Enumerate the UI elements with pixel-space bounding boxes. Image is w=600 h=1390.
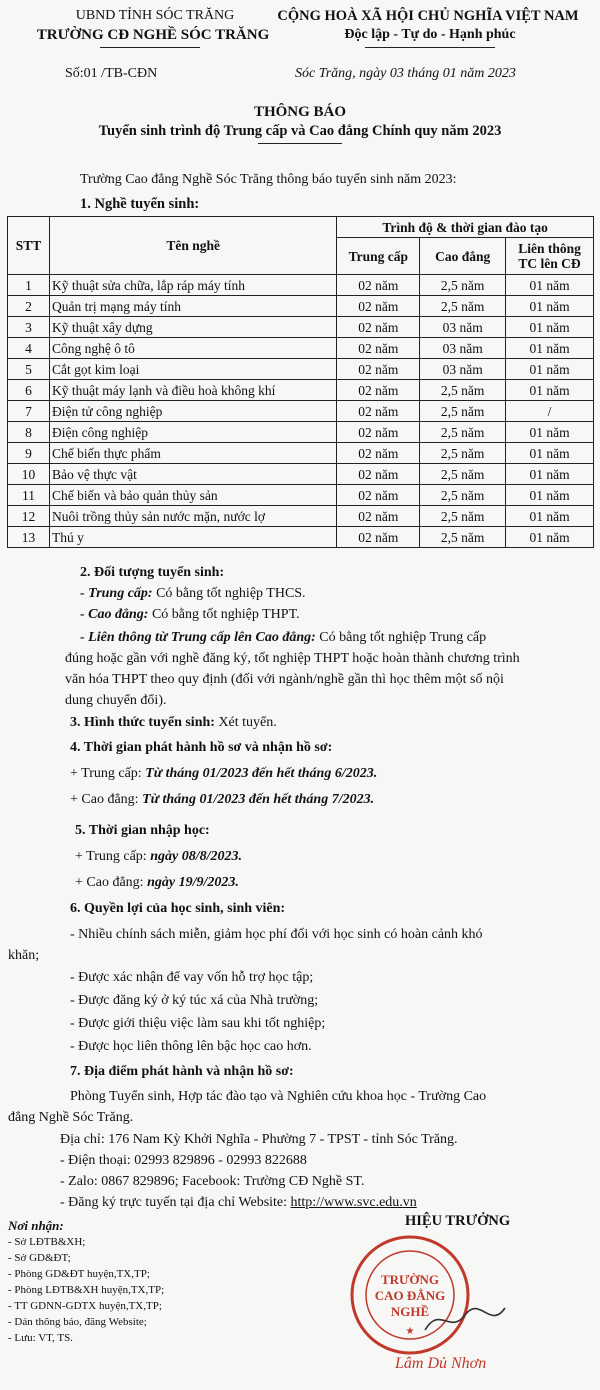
cell-program-name: Chế biến và bảo quản thủy sản <box>49 485 336 506</box>
cell-cao-dang: 2,5 năm <box>420 527 506 548</box>
divider <box>100 47 200 48</box>
cell-lien-thong: 01 năm <box>506 422 594 443</box>
enroll-cao-dang <box>75 873 239 893</box>
cell-lien-thong: 01 năm <box>506 359 594 380</box>
cell-trung-cap: 02 năm <box>337 275 420 296</box>
text: Có bằng tốt nghiệp THCS. <box>152 586 306 601</box>
cell-cao-dang: 2,5 năm <box>420 506 506 527</box>
table-row <box>8 485 594 506</box>
cell-program-name: Công nghệ ô tô <box>49 338 336 359</box>
cell-lien-thong: 01 năm <box>506 338 594 359</box>
benefit-item: - Nhiều chính sách miễn, giảm học phí đối với học sinh có hoàn cảnh khó <box>70 927 483 942</box>
text: Có bằng tốt nghiệp Trung cấp <box>315 630 487 645</box>
divider <box>258 143 342 144</box>
stamp-line-3: NGHỀ <box>390 1304 430 1319</box>
cell-cao-dang: 2,5 năm <box>420 422 506 443</box>
cell-cao-dang: 2,5 năm <box>420 380 506 401</box>
table-row <box>8 527 594 548</box>
signer-name: Lâm Dủ Nhơn <box>395 1355 487 1372</box>
cell-stt: 2 <box>8 296 50 317</box>
table-row <box>8 443 594 464</box>
label: - Liên thông từ Trung cấp lên Cao đẳng: <box>80 630 316 645</box>
section-2-heading: 2. Đối tượng tuyển sinh: <box>80 565 225 580</box>
benefit-item: - Được đăng ký ở ký túc xá của Nhà trường; <box>70 993 319 1008</box>
star-icon: ★ <box>405 1326 415 1337</box>
text: Xét tuyển. <box>214 715 277 730</box>
section-4-heading: 4. Thời gian phát hành hồ sơ và nhận hồ sơ: <box>70 740 333 755</box>
text: ngày 19/9/2023. <box>147 875 239 890</box>
label: - Cao đẳng: <box>80 607 149 622</box>
enroll-trung-cap <box>75 847 242 867</box>
cell-cao-dang: 03 năm <box>420 338 506 359</box>
cell-stt: 13 <box>8 527 50 548</box>
table-row <box>8 464 594 485</box>
cell-trung-cap: 02 năm <box>337 401 420 422</box>
table-row <box>8 317 594 338</box>
cell-trung-cap: 02 năm <box>337 422 420 443</box>
stamp-graphic <box>345 1230 475 1360</box>
cell-trung-cap: 02 năm <box>337 317 420 338</box>
address: Địa chỉ: 176 Nam Kỳ Khởi Nghĩa - Phường 7 - TPST - tỉnh Sóc Trăng. <box>60 1132 458 1147</box>
section-3-heading: 3. Hình thức tuyển sinh: <box>70 715 215 730</box>
header-lien-thong: Liên thông TC lên CĐ <box>506 238 594 275</box>
table-row <box>8 296 594 317</box>
website-prefix: - Đăng ký trực tuyến tại địa chỉ Website: <box>60 1195 291 1210</box>
recipient-item: - Dán thông báo, đăng Website; <box>8 1316 147 1328</box>
cell-lien-thong: 01 năm <box>506 506 594 527</box>
cell-cao-dang: 2,5 năm <box>420 296 506 317</box>
section-3 <box>70 713 277 733</box>
target-cao-dang <box>80 605 300 625</box>
cell-lien-thong: 01 năm <box>506 317 594 338</box>
cell-stt: 4 <box>8 338 50 359</box>
cell-trung-cap: 02 năm <box>337 380 420 401</box>
signer-title: HIỆU TRƯỞNG <box>405 1213 511 1229</box>
cell-program-name: Kỹ thuật máy lạnh và điều hoà không khí <box>49 380 336 401</box>
recipient-item: - Phòng LĐTB&XH huyện,TX,TP; <box>8 1284 165 1296</box>
table-row <box>8 359 594 380</box>
text-line: đúng hoặc gần với nghề đăng ký, tốt nghiệp THPT hoặc hoàn thành chương trình <box>65 651 520 666</box>
cell-stt: 10 <box>8 464 50 485</box>
issuer-school: TRƯỜNG CĐ NGHỀ SÓC TRĂNG <box>36 27 270 43</box>
document-title: THÔNG BÁO <box>253 104 347 120</box>
section-6-heading: 6. Quyền lợi của học sinh, sinh viên: <box>70 901 286 916</box>
section-5-heading: 5. Thời gian nhập học: <box>75 823 210 838</box>
recipient-item: - Sở GD&ĐT; <box>8 1252 71 1264</box>
cell-cao-dang: 03 năm <box>420 317 506 338</box>
cell-trung-cap: 02 năm <box>337 359 420 380</box>
cell-lien-thong: 01 năm <box>506 527 594 548</box>
recipient-item: - TT GDNN-GDTX huyện,TX,TP; <box>8 1300 162 1312</box>
cell-trung-cap: 02 năm <box>337 464 420 485</box>
cell-trung-cap: 02 năm <box>337 443 420 464</box>
label: + Cao đẳng: <box>75 875 148 890</box>
cell-trung-cap: 02 năm <box>337 296 420 317</box>
benefit-item-cont: khăn; <box>8 948 40 963</box>
cell-stt: 6 <box>8 380 50 401</box>
cell-lien-thong: / <box>506 401 594 422</box>
section-1-heading: 1. Nghề tuyển sinh: <box>80 196 200 212</box>
label: - Trung cấp: <box>80 586 153 601</box>
header-duration-group: Trình độ & thời gian đào tạo <box>337 217 594 238</box>
header-cao-dang: Cao đẳng <box>420 238 506 275</box>
text: Có bằng tốt nghiệp THPT. <box>148 607 300 622</box>
target-lien-thong <box>80 628 486 648</box>
cell-program-name: Cắt gọt kim loại <box>49 359 336 380</box>
cell-lien-thong: 01 năm <box>506 380 594 401</box>
recipient-item: - Lưu: VT, TS. <box>8 1332 73 1344</box>
stamp-line-2: CAO ĐẲNG <box>374 1288 446 1303</box>
signature-scribble <box>420 1300 510 1340</box>
recipient-item: - Phòng GD&ĐT huyện,TX,TP; <box>8 1268 150 1280</box>
programs-table <box>7 216 594 548</box>
cell-lien-thong: 01 năm <box>506 464 594 485</box>
cell-program-name: Chế biến thực phẩm <box>49 443 336 464</box>
table-row <box>8 506 594 527</box>
phone: - Điện thoại: 02993 829896 - 02993 822688 <box>60 1153 307 1168</box>
table-row <box>8 422 594 443</box>
table-row <box>8 338 594 359</box>
cell-program-name: Quản trị mạng máy tính <box>49 296 336 317</box>
header-trung-cap: Trung cấp <box>337 238 420 275</box>
cell-stt: 1 <box>8 275 50 296</box>
cell-lien-thong: 01 năm <box>506 443 594 464</box>
table-row <box>8 275 594 296</box>
text: ngày 08/8/2023. <box>150 849 242 864</box>
benefit-item: - Được xác nhận để vay vốn hỗ trợ học tập; <box>70 970 314 985</box>
cell-trung-cap: 02 năm <box>337 338 420 359</box>
cell-program-name: Kỹ thuật xây dựng <box>49 317 336 338</box>
issue-trung-cap <box>70 764 377 784</box>
text-line: văn hóa THPT theo quy định (đối với ngành/nghề gần thì học thêm một số nội <box>65 672 504 687</box>
recipients-title: Nơi nhận: <box>8 1218 64 1233</box>
cell-program-name: Nuôi trồng thủy sản nước mặn, nước lợ <box>49 506 336 527</box>
cell-program-name: Điện công nghiệp <box>49 422 336 443</box>
text: Từ tháng 01/2023 đến hết tháng 7/2023. <box>142 792 375 807</box>
divider <box>365 47 495 48</box>
recipient-item: - Sở LĐTB&XH; <box>8 1236 86 1248</box>
signature-icon <box>420 1300 510 1340</box>
target-trung-cap <box>80 584 306 604</box>
official-stamp <box>345 1230 475 1360</box>
section-7-heading: 7. Địa điểm phát hành và nhận hồ sơ: <box>70 1064 294 1079</box>
cell-cao-dang: 2,5 năm <box>420 401 506 422</box>
cell-cao-dang: 2,5 năm <box>420 464 506 485</box>
table-row <box>8 401 594 422</box>
cell-stt: 7 <box>8 401 50 422</box>
cell-cao-dang: 03 năm <box>420 359 506 380</box>
issue-cao-dang <box>70 790 374 810</box>
cell-trung-cap: 02 năm <box>337 506 420 527</box>
cell-trung-cap: 02 năm <box>337 485 420 506</box>
cell-trung-cap: 02 năm <box>337 527 420 548</box>
header-stt: STT <box>8 217 50 275</box>
cell-stt: 9 <box>8 443 50 464</box>
cell-cao-dang: 2,5 năm <box>420 485 506 506</box>
cell-lien-thong: 01 năm <box>506 296 594 317</box>
website-line <box>60 1193 417 1213</box>
benefit-item: - Được học liên thông lên bậc học cao hơn. <box>70 1039 312 1054</box>
website-link[interactable]: http://www.svc.edu.vn <box>290 1195 417 1210</box>
label: + Trung cấp: <box>70 766 146 781</box>
stamp-line-1: TRƯỜNG <box>380 1272 440 1287</box>
benefit-item: - Được giới thiệu việc làm sau khi tốt nghiệp; <box>70 1016 326 1031</box>
table-row <box>8 380 594 401</box>
document-subtitle: Tuyển sinh trình độ Trung cấp và Cao đẳng Chính quy năm 2023 <box>98 123 502 139</box>
national-title: CỘNG HOÀ XÃ HỘI CHỦ NGHĨA VIỆT NAM <box>277 8 579 24</box>
label: + Trung cấp: <box>75 849 151 864</box>
cell-program-name: Kỹ thuật sửa chữa, lắp ráp máy tính <box>49 275 336 296</box>
office-line: đẳng Nghề Sóc Trăng. <box>8 1110 134 1125</box>
cell-program-name: Điện tử công nghiệp <box>49 401 336 422</box>
cell-stt: 12 <box>8 506 50 527</box>
cell-stt: 3 <box>8 317 50 338</box>
office-line: Phòng Tuyển sinh, Hợp tác đào tạo và Nghiên cứu khoa học - Trường Cao <box>70 1089 487 1104</box>
cell-stt: 5 <box>8 359 50 380</box>
intro-text: Trường Cao đẳng Nghề Sóc Trăng thông báo tuyển sinh năm 2023: <box>80 172 457 187</box>
issuer-authority: UBND TỈNH SÓC TRĂNG <box>75 8 235 23</box>
header-program-name: Tên nghề <box>49 217 336 275</box>
text: Từ tháng 01/2023 đến hết tháng 6/2023. <box>145 766 378 781</box>
cell-cao-dang: 2,5 năm <box>420 275 506 296</box>
cell-lien-thong: 01 năm <box>506 485 594 506</box>
national-motto: Độc lập - Tự do - Hạnh phúc <box>344 27 516 42</box>
document-number: Số:01 /TB-CĐN <box>65 66 158 81</box>
cell-lien-thong: 01 năm <box>506 275 594 296</box>
cell-stt: 11 <box>8 485 50 506</box>
zalo-facebook: - Zalo: 0867 829896; Facebook: Trường CĐ Nghề ST. <box>60 1174 365 1189</box>
cell-program-name: Thú y <box>49 527 336 548</box>
document-date: Sóc Trăng, ngày 03 tháng 01 năm 2023 <box>295 66 516 81</box>
cell-program-name: Bảo vệ thực vật <box>49 464 336 485</box>
text-line: dung chuyển đổi). <box>65 693 167 708</box>
cell-stt: 8 <box>8 422 50 443</box>
cell-cao-dang: 2,5 năm <box>420 443 506 464</box>
label: + Cao đẳng: <box>70 792 143 807</box>
